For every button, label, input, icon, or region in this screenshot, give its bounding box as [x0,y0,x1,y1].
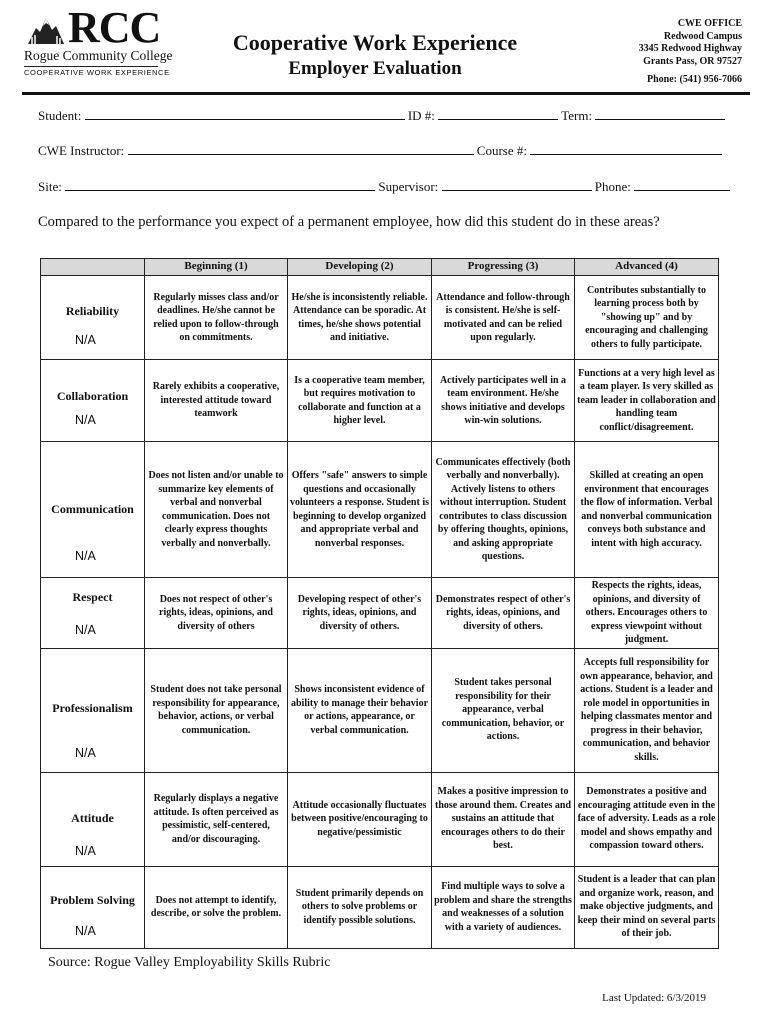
rating-cell-progressing[interactable]: Attendance and follow-through is consistent. He/she is self-motivated and can be relied upon regularly. [432,276,575,360]
rating-cell-advanced[interactable]: Skilled at creating an open environment that encourages the flow of information. Verbal and nonverbal communication conveys both substance and intent with high accuracy. [575,442,719,578]
na-option[interactable]: N/A [75,413,96,427]
rating-cell-advanced[interactable]: Respects the rights, ideas, opinions, and diversity of others. Encourages others to express viewpoint without judgment. [575,578,719,649]
last-updated: Last Updated: 6/3/2019 [602,992,706,1004]
rating-cell-advanced[interactable]: Accepts full responsibility for own appearance, behavior, and actions. Student is a leader and role model in opportunities in helping classmates mentor and progress in their behavior, communication, and behavior skills. [575,648,719,772]
phone-label: Phone: [594,179,631,194]
mountain-logo-icon [26,10,66,46]
table-row [41,866,719,948]
office-phone: Phone: (541) 956-7066 [647,74,742,85]
page-subtitle: Employer Evaluation [288,58,462,79]
na-option[interactable]: N/A [75,843,96,858]
category-cell [41,866,145,948]
supervisor-field[interactable] [442,179,592,191]
office-address: 3345 Redwood Highway [638,43,742,54]
rating-cell-progressing[interactable]: Find multiple ways to solve a problem and share the strengths and weaknesses of a solution with a variety of audiences. [432,866,575,948]
category-cell [41,276,145,360]
rating-cell-advanced[interactable]: Demonstrates a positive and encouraging attitude even in the face of adversity. Leads as a role model and shows empathy and compassion toward others. [575,772,719,866]
id-field[interactable] [438,108,558,120]
office-city: Grants Pass, OR 97527 [643,55,742,67]
rating-cell-beginning[interactable]: Rarely exhibits a cooperative, interested attitude toward teamwork [145,360,288,442]
na-option[interactable]: N/A [75,549,96,563]
id-label: ID #: [407,108,435,123]
form-row-site [38,179,730,195]
rubric-table [40,258,719,949]
rating-cell-beginning[interactable]: Regularly displays a negative attitude. Is often perceived as pessimistic, self-centered, and/or discouraging. [145,772,288,866]
rating-cell-beginning[interactable]: Does not attempt to identify, describe, or solve the problem. [145,866,288,948]
instructor-label: CWE Instructor: [38,143,125,158]
table-row [41,360,719,442]
category-label: Reliability [65,303,120,318]
rating-cell-advanced[interactable]: Functions at a very high level as a team player. Is very skilled as team leader in collaboration and handling team conflict/disagreement. [575,360,719,442]
rating-cell-developing[interactable]: Student primarily depends on others to solve problems or identify possible solutions. [288,866,432,948]
form-row-instructor [38,143,722,159]
source-note: Source: Rogue Valley Employability Skills Rubric [48,955,331,970]
table-row [41,442,719,578]
rating-cell-developing[interactable]: Shows inconsistent evidence of ability to manage their behavior or actions, appearance, or verbal communication. [288,648,432,772]
instructor-field[interactable] [128,143,474,155]
category-cell [41,442,145,578]
table-row [41,276,719,360]
na-option[interactable]: N/A [75,923,96,938]
rating-cell-developing[interactable]: Is a cooperative team member, but requires motivation to collaborate and function at a higher level. [288,360,432,442]
supervisor-label: Supervisor: [378,179,439,194]
na-option[interactable]: N/A [75,623,96,637]
rating-cell-advanced[interactable]: Student is a leader that can plan and organize work, reason, and make objective judgments, and keep their mind on several parts of their job. [575,866,719,948]
category-cell [41,772,145,866]
logo-divider [24,66,158,67]
course-field[interactable] [530,143,722,155]
rating-cell-developing[interactable]: Attitude occasionally fluctuates between positive/encouraging to negative/pessimistic [288,772,432,866]
form-row-student [38,108,725,124]
rating-cell-advanced[interactable]: Contributes substantially to learning process both by "showing up" and by encouraging and challenging others to fully participate. [575,276,719,360]
rating-cell-developing[interactable]: Developing respect of other's rights, ideas, opinions, and diversity of others. [288,578,432,649]
rating-cell-progressing[interactable]: Communicates effectively (both verbally and nonverbally). Actively listens to others without interruption. Student contributes to class discussion by offering thoughts, opinions, and asking appropriate questions. [432,442,575,578]
office-campus: Redwood Campus [663,30,742,42]
student-field[interactable] [85,108,405,120]
office-name: CWE OFFICE [677,18,742,29]
header-cell-blank [41,259,145,276]
rating-cell-beginning[interactable]: Student does not take personal responsibility for appearance, behavior, actions, or verbal communication. [145,648,288,772]
page-title: Cooperative Work Experience [232,30,518,55]
category-label: Problem Solving [50,893,135,908]
logo-college-name: Rogue Community College [24,48,173,63]
rating-cell-developing[interactable]: Offers "safe" answers to simple questions and occasionally volunteers a response. Student is beginning to develop organized and appropriate verbal and nonverbal responses. [288,442,432,578]
rating-cell-beginning[interactable]: Does not respect of other's rights, ideas, opinions, and diversity of others [145,578,288,649]
student-label: Student: [38,108,82,123]
category-label: Communication [51,501,134,516]
rating-cell-developing[interactable]: He/she is inconsistently reliable. Attendance can be sporadic. At times, he/she shows potential and initiative. [288,276,432,360]
term-field[interactable] [595,108,725,120]
na-option[interactable]: N/A [75,333,96,347]
term-label: Term: [561,108,593,123]
rating-cell-progressing[interactable]: Student takes personal responsibility for their appearance, verbal communication, behavior, or actions. [432,648,575,772]
header-progressing: Progressing (3) [432,259,575,276]
category-label: Attitude [71,811,114,826]
category-label: Collaboration [56,388,129,403]
rating-cell-progressing[interactable]: Makes a positive impression to those around them. Creates and sustains an attitude that encourages others to do their best. [432,772,575,866]
phone-field[interactable] [634,179,730,191]
office-info [639,18,742,87]
table-row [41,578,719,649]
category-cell [41,360,145,442]
header-beginning: Beginning (1) [145,259,288,276]
rating-cell-beginning[interactable]: Regularly misses class and/or deadlines. He/she cannot be relied upon to follow-through on commitments. [145,276,288,360]
category-cell [41,648,145,772]
header-advanced: Advanced (4) [575,259,719,276]
rating-cell-progressing[interactable]: Actively participates well in a team environment. He/she shows initiative and develops win-win solutions. [432,360,575,442]
category-label: Professionalism [52,701,133,716]
course-label: Course #: [476,143,527,158]
category-label: Respect [72,589,113,604]
category-cell [41,578,145,649]
site-field[interactable] [65,179,375,191]
header-developing: Developing (2) [288,259,432,276]
rating-cell-beginning[interactable]: Does not listen and/or unable to summarize key elements of verbal and nonverbal communication. Does not clearly express thoughts verbally and nonverbally. [145,442,288,578]
table-row [41,772,719,866]
site-label: Site: [38,179,62,194]
rating-cell-progressing[interactable]: Demonstrates respect of other's rights, ideas, opinions, and diversity of others. [432,578,575,649]
na-option[interactable]: N/A [75,745,96,760]
logo-subtitle: COOPERATIVE WORK EXPERIENCE [24,68,170,77]
rcc-logo [22,3,173,80]
header-divider [22,92,750,95]
logo-abbrev: RCC [68,3,161,52]
table-row [41,648,719,772]
evaluation-question: Compared to the performance you expect of a permanent employee, how did this student do in these areas? [38,214,660,230]
table-header-row [41,259,719,276]
